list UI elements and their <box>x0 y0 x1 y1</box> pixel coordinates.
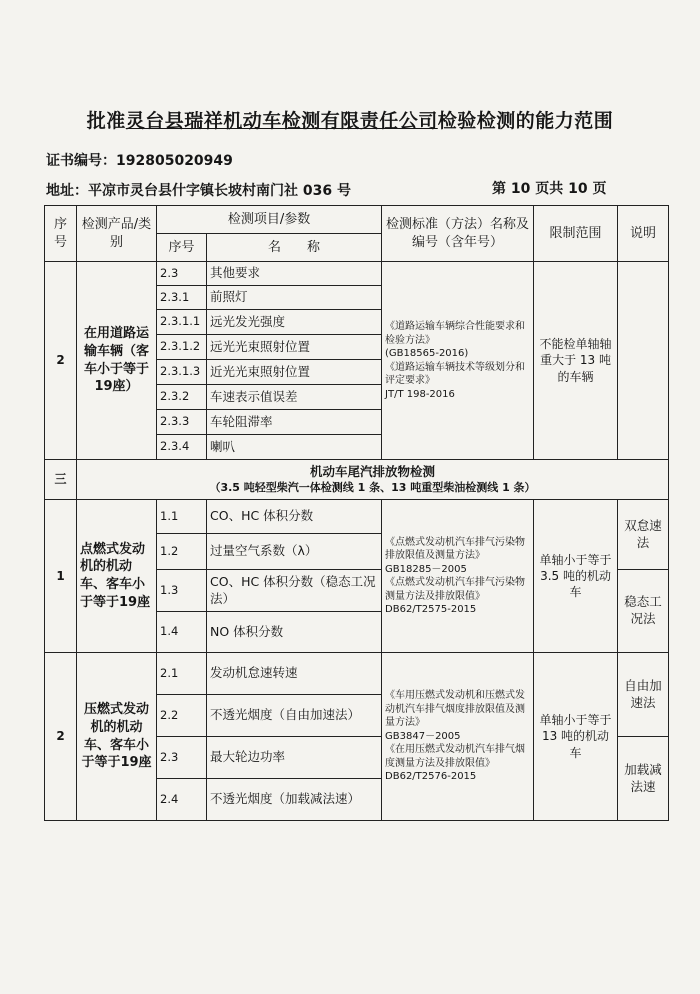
standard-code: (GB18565-2016) <box>385 348 469 359</box>
row-seq: 2 <box>45 262 77 460</box>
section-heading <box>77 460 669 500</box>
capability-table <box>44 205 669 821</box>
row-product: 在用道路运输车辆（客车小于等于19座） <box>77 262 157 460</box>
item-name: 最大轮边功率 <box>207 737 382 779</box>
table-row <box>45 500 669 534</box>
item-no: 2.3.1.3 <box>157 360 207 385</box>
item-no: 2.3.3 <box>157 410 207 435</box>
item-name: 喇叭 <box>207 435 382 460</box>
document-title <box>0 106 700 133</box>
row-note: 加载减法速 <box>618 737 669 821</box>
standard-text: 《道路运输车辆综合性能要求和检验方法》 <box>385 321 526 346</box>
item-name: CO、HC 体积分数 <box>207 500 382 534</box>
standard-text: 《点燃式发动机汽车排气污染物测量方法及排放限值》 <box>385 577 526 602</box>
header-seq: 序号 <box>45 206 77 262</box>
row-limit: 单轴小于等于 13 吨的机动车 <box>534 653 618 821</box>
item-no: 2.3 <box>157 737 207 779</box>
item-name: 远光发光强度 <box>207 310 382 335</box>
table-row <box>45 653 669 695</box>
row-standard <box>382 262 534 460</box>
item-no: 2.3.1.1 <box>157 310 207 335</box>
item-no: 2.2 <box>157 695 207 737</box>
standard-text: 《车用压燃式发动机和压燃式发动机汽车排气烟度排放限值及测量方法》 <box>385 690 526 729</box>
cert-value: 192805020949 <box>116 153 233 169</box>
item-no: 1.2 <box>157 534 207 570</box>
row-note: 自由加速法 <box>618 653 669 737</box>
row-product: 压燃式发动机的机动车、客车小于等于19座 <box>77 653 157 821</box>
standard-code: GB18285－2005 <box>385 563 467 575</box>
page-number: 第 10 页共 10 页 <box>492 181 607 197</box>
standard-text: 《在用压燃式发动机汽车排气烟度测量方法及排放限值》 <box>385 744 526 769</box>
item-no: 2.3 <box>157 262 207 286</box>
certificate-number <box>46 150 233 170</box>
title-company: 灵台县瑞祥机动车检测有限责任公司 <box>125 110 438 132</box>
address-value: 平凉市灵台县什字镇长坡村南门社 036 号 <box>88 183 351 199</box>
item-name: CO、HC 体积分数（稳态工况法） <box>207 570 382 612</box>
item-no: 2.3.4 <box>157 435 207 460</box>
section-title: 机动车尾汽排放物检测 <box>310 463 436 479</box>
item-no: 1.4 <box>157 612 207 653</box>
header-limit: 限制范围 <box>534 206 618 262</box>
standard-code: GB3847－2005 <box>385 730 461 742</box>
item-name: 车轮阻滞率 <box>207 410 382 435</box>
header-standard: 检测标准（方法）名称及编号（含年号） <box>382 206 534 262</box>
item-name: 不透光烟度（加载减法速） <box>207 779 382 821</box>
section-row <box>45 460 669 500</box>
item-no: 1.3 <box>157 570 207 612</box>
section-subtitle: （3.5 吨轻型柴汽一体检测线 1 条、13 吨重型柴油检测线 1 条） <box>209 480 536 494</box>
standard-code: DB62/T2575-2015 <box>385 604 477 615</box>
item-no: 2.1 <box>157 653 207 695</box>
title-suffix: 检验检测的能力范围 <box>437 110 614 132</box>
standard-text: 《道路运输车辆技术等级划分和评定要求》 <box>385 361 526 386</box>
row-standard <box>382 500 534 653</box>
row-standard <box>382 653 534 821</box>
standard-code: JT/T 198-2016 <box>385 388 455 400</box>
row-limit: 单轴小于等于 3.5 吨的机动车 <box>534 500 618 653</box>
item-no: 2.4 <box>157 779 207 821</box>
address <box>46 180 351 200</box>
item-no: 2.3.1.2 <box>157 335 207 360</box>
item-name: 车速表示值误差 <box>207 385 382 410</box>
standard-code: DB62/T2576-2015 <box>385 771 477 783</box>
row-seq: 1 <box>45 500 77 653</box>
title-prefix: 批准 <box>86 110 126 132</box>
item-no: 2.3.1 <box>157 286 207 310</box>
section-seq: 三 <box>45 460 77 500</box>
address-label: 地址： <box>46 183 88 199</box>
item-no: 2.3.2 <box>157 385 207 410</box>
header-product: 检测产品/类别 <box>77 206 157 262</box>
header-name: 名 称 <box>207 234 382 262</box>
item-no: 1.1 <box>157 500 207 534</box>
header-items: 检测项目/参数 <box>157 206 382 234</box>
row-note: 稳态工况法 <box>618 570 669 653</box>
header-note: 说明 <box>618 206 669 262</box>
item-name: 近光光束照射位置 <box>207 360 382 385</box>
header-sub-seq: 序号 <box>157 234 207 262</box>
item-name: 远光光束照射位置 <box>207 335 382 360</box>
table-row <box>45 262 669 286</box>
item-name: 发动机怠速转速 <box>207 653 382 695</box>
item-name: 前照灯 <box>207 286 382 310</box>
item-name: 过量空气系数（λ） <box>207 534 382 570</box>
item-name: NO 体积分数 <box>207 612 382 653</box>
row-limit: 不能检单轴轴重大于 13 吨的车辆 <box>534 262 618 460</box>
row-product: 点燃式发动机的机动车、客车小于等于19座 <box>77 500 157 653</box>
table-header-row <box>45 206 669 234</box>
item-name: 其他要求 <box>207 262 382 286</box>
item-name: 不透光烟度（自由加速法） <box>207 695 382 737</box>
standard-text: 《点燃式发动机汽车排气污染物排放限值及测量方法》 <box>385 536 526 561</box>
row-note <box>618 262 669 460</box>
cert-label: 证书编号： <box>46 153 116 169</box>
row-note: 双怠速法 <box>618 500 669 570</box>
row-seq: 2 <box>45 653 77 821</box>
